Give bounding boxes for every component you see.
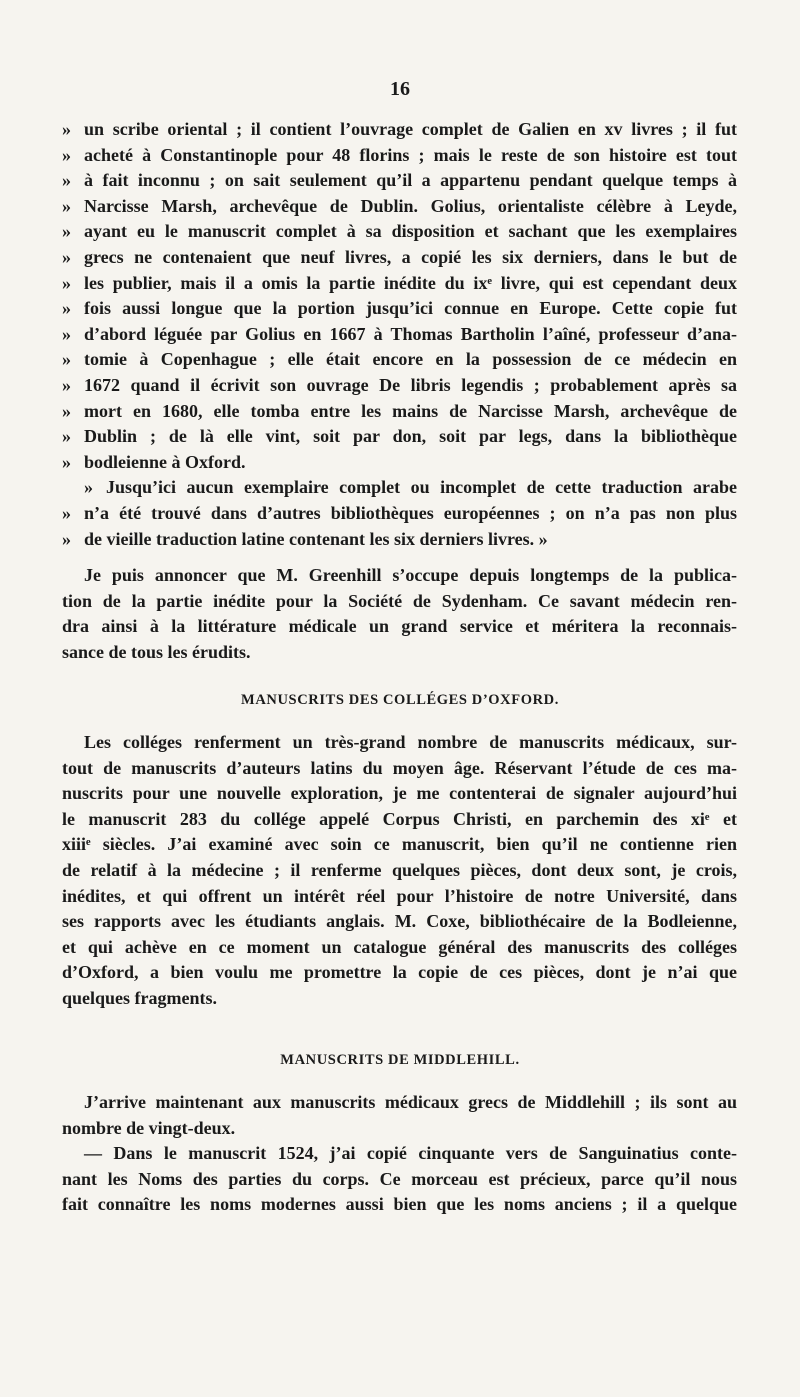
page-number: 16 bbox=[390, 78, 410, 100]
quote-line: » les publier, mais il a omis la partie inédite du ixᵉ livre, qui est cependant deux bbox=[62, 271, 737, 297]
quote-mark: » bbox=[62, 426, 71, 447]
quote-block bbox=[62, 117, 737, 552]
quote-line: » ayant eu le manuscrit complet à sa disposition et sachant que les exemplaires bbox=[62, 219, 737, 245]
quote-line: » Jusqu’ici aucun exemplaire complet ou incomplet de cette traduction arabe bbox=[62, 475, 737, 501]
section-heading-middlehill: MANUSCRITS DE MIDDLEHILL. bbox=[280, 1052, 520, 1068]
paragraph-middlehill bbox=[62, 1090, 737, 1218]
paragraph-line: fait connaître les noms modernes aussi bien que les noms anciens ; il a quelque bbox=[62, 1194, 737, 1215]
quote-mark: » bbox=[62, 349, 71, 370]
quote-line: » mort en 1680, elle tomba entre les mains de Narcisse Marsh, archevêque de bbox=[62, 399, 737, 425]
section-heading-oxford: MANUSCRITS DES COLLÉGES D’OXFORD. bbox=[241, 692, 559, 708]
quote-mark: » bbox=[62, 451, 71, 472]
quote-mark: » bbox=[62, 298, 71, 319]
paragraph-line: Je puis annoncer que M. Greenhill s’occupe depuis longtemps de la publica- bbox=[84, 565, 737, 585]
quote-line: » de vieille traduction latine contenant les six derniers livres. » bbox=[62, 527, 737, 553]
quote-mark: » bbox=[62, 195, 71, 216]
paragraph-line: xiiiᵉ siècles. J’ai examiné avec soin ce manuscrit, bien qu’il ne contienne rien bbox=[62, 834, 737, 855]
paragraph-line: sance de tous les érudits. bbox=[62, 641, 251, 662]
quote-line: » Narcisse Marsh, archevêque de Dublin. Golius, orientaliste célèbre à Leyde, bbox=[62, 194, 737, 220]
paragraph-line: ses rapports avec les étudiants anglais. M. Coxe, bibliothécaire de la Bodleienne, bbox=[62, 911, 737, 932]
paragraph-line: et qui achève en ce moment un catalogue général des manuscrits des colléges bbox=[62, 936, 737, 957]
quote-mark: » bbox=[62, 246, 71, 267]
paragraph-line: J’arrive maintenant aux manuscrits médicaux grecs de Middlehill ; ils sont au bbox=[84, 1092, 737, 1112]
quote-mark: » bbox=[62, 400, 71, 421]
paragraph-line: tion de la partie inédite pour la Société de Sydenham. Ce savant médecin ren- bbox=[62, 590, 737, 611]
quote-line: » fois aussi longue que la portion jusqu’ici connue en Europe. Cette copie fut bbox=[62, 296, 737, 322]
quote-line: » bodleienne à Oxford. bbox=[62, 450, 737, 476]
paragraph-line: inédites, et qui offrent un intérêt réel pour l’histoire de notre Université, dans bbox=[62, 885, 737, 906]
paragraph-line: nant les Noms des parties du corps. Ce morceau est précieux, parce qu’il nous bbox=[62, 1168, 737, 1189]
paragraph-line: dra ainsi à la littérature médicale un grand service et méritera la reconnais- bbox=[62, 616, 737, 637]
quote-line: » Dublin ; de là elle vint, soit par don, soit par legs, dans la bibliothèque bbox=[62, 424, 737, 450]
paragraph-line: le manuscrit 283 du collége appelé Corpus Christi, en parchemin des xiᵉ et bbox=[62, 808, 737, 829]
paragraph-line: nuscrits pour une nouvelle exploration, je me contenterai de signaler aujourd’hui bbox=[62, 783, 737, 804]
paragraph-line: Les colléges renferment un très-grand nombre de manuscrits médicaux, sur- bbox=[84, 732, 737, 752]
paragraph-greenhill bbox=[62, 563, 737, 665]
paragraph-oxford bbox=[62, 730, 737, 1012]
quote-line: » n’a été trouvé dans d’autres bibliothèques européennes ; on n’a pas non plus bbox=[62, 501, 737, 527]
paragraph-line: de relatif à la médecine ; il renferme quelques pièces, dont deux sont, je crois, bbox=[62, 859, 737, 880]
quote-line: » 1672 quand il écrivit son ouvrage De libris legendis ; probablement après sa bbox=[62, 373, 737, 399]
quote-line: » à fait inconnu ; on sait seulement qu’il a appartenu pendant quelque temps à bbox=[62, 168, 737, 194]
paragraph-line: d’Oxford, a bien voulu me promettre la copie de ces pièces, dont je n’ai que bbox=[62, 962, 737, 983]
quote-mark: » bbox=[62, 528, 71, 549]
quote-mark: » bbox=[62, 144, 71, 165]
paragraph-line: quelques fragments. bbox=[62, 987, 218, 1008]
quote-mark: » bbox=[62, 323, 71, 344]
paragraph-line: tout de manuscrits d’auteurs latins du moyen âge. Réservant l’étude de ces ma- bbox=[62, 757, 737, 778]
quote-line: » tomie à Copenhague ; elle était encore en la possession de ce médecin en bbox=[62, 347, 737, 373]
quote-mark: » bbox=[62, 502, 71, 523]
paragraph-line: — Dans le manuscrit 1524, j’ai copié cinquante vers de Sanguinatius conte- bbox=[84, 1143, 737, 1164]
quote-line: » d’abord léguée par Golius en 1667 à Thomas Bartholin l’aîné, professeur d’ana- bbox=[62, 322, 737, 348]
quote-mark: » bbox=[62, 221, 71, 242]
quote-mark: » bbox=[62, 374, 71, 395]
quote-line: » grecs ne contenaient que neuf livres, a copié les six derniers, dans le but de bbox=[62, 245, 737, 271]
paragraph-line: nombre de vingt-deux. bbox=[62, 1117, 236, 1138]
quote-mark: » bbox=[62, 170, 71, 191]
quote-line: » acheté à Constantinople pour 48 florins ; mais le reste de son histoire est tout bbox=[62, 143, 737, 169]
quote-mark: » bbox=[62, 272, 71, 293]
quote-line: » un scribe oriental ; il contient l’ouvrage complet de Galien en xv livres ; il fut bbox=[62, 117, 737, 143]
quote-mark: » bbox=[84, 477, 93, 498]
quote-mark: » bbox=[62, 119, 71, 139]
